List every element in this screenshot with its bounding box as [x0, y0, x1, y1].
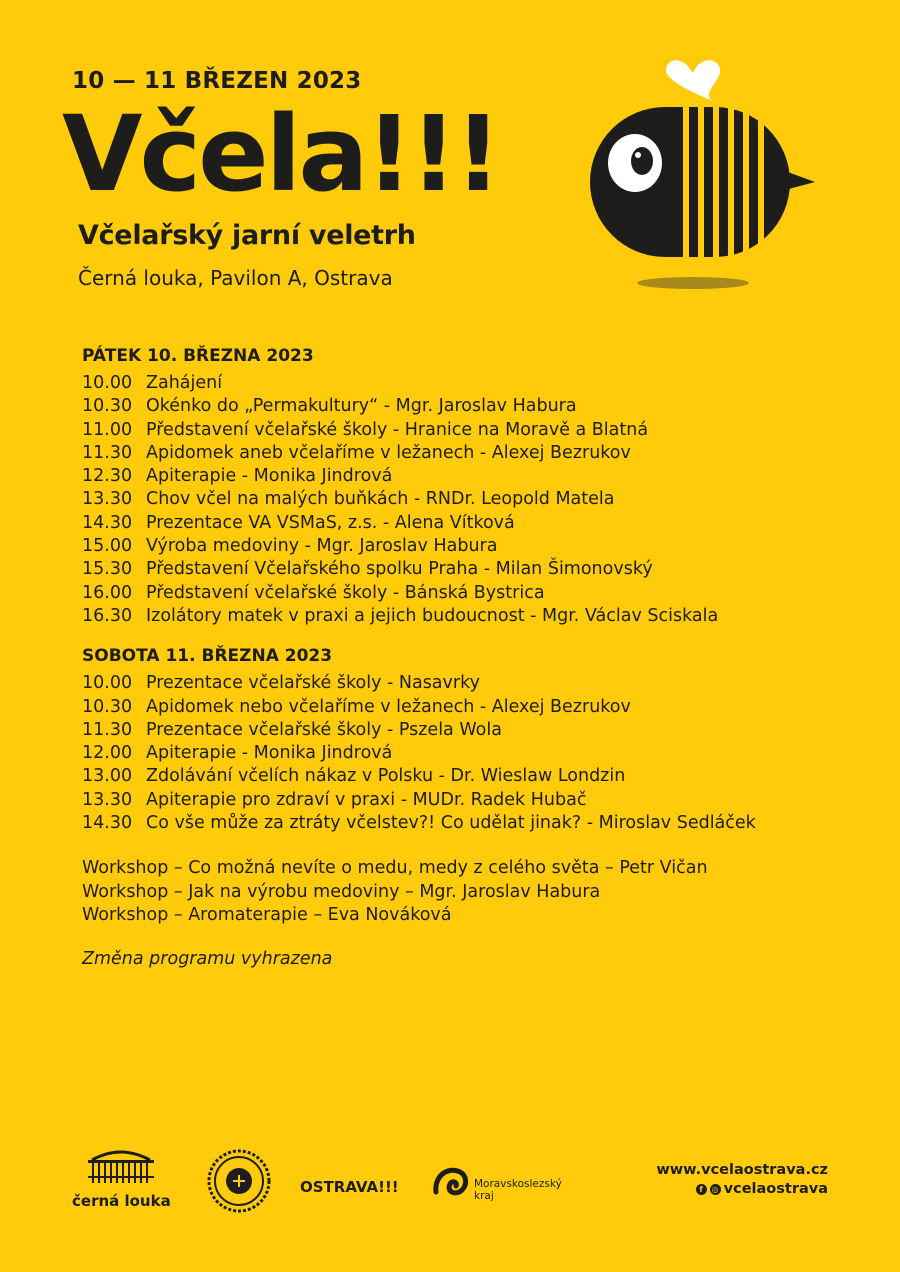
workshop-item: Workshop – Aromaterapie – Eva Nováková [82, 904, 452, 925]
schedule-row [82, 742, 882, 765]
logo-cerna-louka [72, 1146, 171, 1210]
schedule-row [82, 558, 882, 581]
program [82, 344, 882, 969]
bee-pupil [631, 147, 653, 175]
cerna-louka-label: černá louka [72, 1192, 171, 1210]
schedule-text: Představení Včelařského spolku Praha - Milan Šimonovský [146, 559, 653, 580]
schedule-text: Prezentace VA VSMaS, z.s. - Alena Vítková [146, 512, 515, 533]
schedule-time: 15.00 [82, 536, 133, 557]
msk-line1: Moravskoslezský [474, 1178, 562, 1190]
day-heading: SOBOTA 11. BŘEZNA 2023 [82, 646, 333, 667]
schedule-time: 12.30 [82, 466, 133, 487]
msk-line2: kraj [474, 1190, 494, 1202]
schedule-text: Výroba medoviny - Mgr. Jaroslav Habura [146, 536, 498, 557]
website-link[interactable]: www.vcelaostrava.cz [656, 1162, 828, 1178]
schedule-text: Představení včelařské školy - Hranice na Moravě a Blatná [146, 419, 649, 440]
instagram-icon[interactable]: ◎ [710, 1184, 721, 1195]
bee-stripe [758, 107, 764, 259]
schedule-text: Představení včelařské školy - Bánská Bystrica [146, 582, 545, 603]
schedule-time: 16.30 [82, 605, 133, 626]
schedule-time: 11.30 [82, 719, 133, 740]
schedule-row [82, 582, 882, 605]
schedule-time: 11.30 [82, 442, 133, 463]
schedule-time: 14.30 [82, 813, 133, 834]
schedule-row [82, 696, 882, 719]
contact-block [656, 1162, 828, 1197]
schedule-time: 13.30 [82, 789, 133, 810]
schedule-time: 10.30 [82, 696, 133, 717]
workshop-item: Workshop – Co možná nevíte o medu, medy z celého světa – Petr Vičan [82, 858, 708, 879]
schedule-row [82, 719, 882, 742]
schedule-row [82, 465, 882, 488]
day-heading: PÁTEK 10. BŘEZNA 2023 [82, 346, 314, 366]
schedule-row [82, 488, 882, 511]
bee-stripe [743, 107, 749, 259]
schedule-row [82, 535, 882, 558]
schedule-time: 15.30 [82, 559, 133, 580]
bee-shadow [637, 277, 749, 289]
bee-eye-highlight [635, 152, 641, 158]
schedule-row [82, 442, 882, 465]
event-title: Včela!!! [62, 93, 499, 215]
schedule-text: Chov včel na malých buňkách - RNDr. Leopold Matela [146, 489, 615, 510]
day-block-saturday [82, 644, 882, 835]
bee-stripe [713, 107, 719, 259]
schedule-text: Prezentace včelařské školy - Pszela Wola [146, 719, 502, 740]
cerna-louka-logo-icon [86, 1146, 156, 1186]
schedule-text: Okénko do „Permakultury“ - Mgr. Jaroslav Habura [146, 396, 577, 417]
bee-stripe [683, 107, 689, 259]
bee-illustration [580, 55, 820, 295]
schedule-text: Apidomek aneb včelaříme v ležanech - Alexej Bezrukov [146, 442, 631, 463]
bee-stripe [698, 107, 704, 259]
schedule-row [82, 512, 882, 535]
schedule-row [82, 605, 882, 628]
schedule-row [82, 812, 882, 835]
schedule-row [82, 789, 882, 812]
schedule-time: 16.00 [82, 582, 133, 603]
logo-ostrava: OSTRAVA!!! [300, 1178, 399, 1196]
schedule-text: Apidomek nebo včelaříme v ležanech - Alexej Bezrukov [146, 696, 631, 717]
social-line [656, 1181, 828, 1197]
date-line: 10 — 11 BŘEZEN 2023 [72, 68, 362, 94]
schedule-time: 14.30 [82, 512, 133, 533]
beekeeping-seal-logo [206, 1148, 272, 1214]
schedule-time: 10.00 [82, 373, 133, 393]
logo-moravskoslezsky-kraj [432, 1162, 562, 1206]
schedule-time: 13.00 [82, 766, 133, 787]
schedule-row [82, 765, 882, 788]
schedule-text: Apiterapie - Monika Jindrová [146, 743, 393, 764]
workshop-item: Workshop – Jak na výrobu medoviny – Mgr. Jaroslav Habura [82, 881, 601, 902]
schedule-text: Izolátory matek v praxi a jejich budoucnost - Mgr. Václav Sciskala [146, 605, 719, 626]
schedule-text: Co vše může za ztráty včelstev?! Co udělat jinak? - Miroslav Sedláček [146, 813, 756, 834]
bee-stripe [728, 107, 734, 259]
workshops-list [82, 857, 882, 927]
schedule-row [82, 372, 882, 395]
schedule-text: Zdolávání včelích nákaz v Polsku - Dr. Wieslaw Londzin [146, 766, 626, 787]
schedule-row [82, 395, 882, 418]
heart-wings-icon [666, 60, 720, 102]
schedule-row [82, 419, 882, 442]
schedule-text: Prezentace včelařské školy - Nasavrky [146, 673, 480, 694]
schedule-text: Zahájení [146, 373, 223, 393]
program-note: Změna programu vyhrazena [82, 949, 333, 970]
event-subtitle: Včelařský jarní veletrh [78, 220, 416, 251]
schedule-time: 10.30 [82, 396, 133, 417]
schedule-time: 11.00 [82, 419, 133, 440]
event-venue: Černá louka, Pavilon A, Ostrava [78, 266, 393, 290]
footer [0, 1140, 900, 1240]
schedule-time: 10.00 [82, 673, 133, 694]
msk-logo-icon [432, 1162, 470, 1202]
schedule-text: Apiterapie - Monika Jindrová [146, 466, 393, 487]
day-block-friday [82, 344, 882, 628]
schedule-time: 13.30 [82, 489, 133, 510]
social-handle[interactable]: vcelaostrava [723, 1181, 828, 1197]
facebook-icon[interactable]: f [696, 1184, 707, 1195]
schedule-text: Apiterapie pro zdraví v praxi - MUDr. Radek Hubač [146, 789, 587, 810]
schedule-time: 12.00 [82, 743, 133, 764]
schedule-row [82, 672, 882, 695]
